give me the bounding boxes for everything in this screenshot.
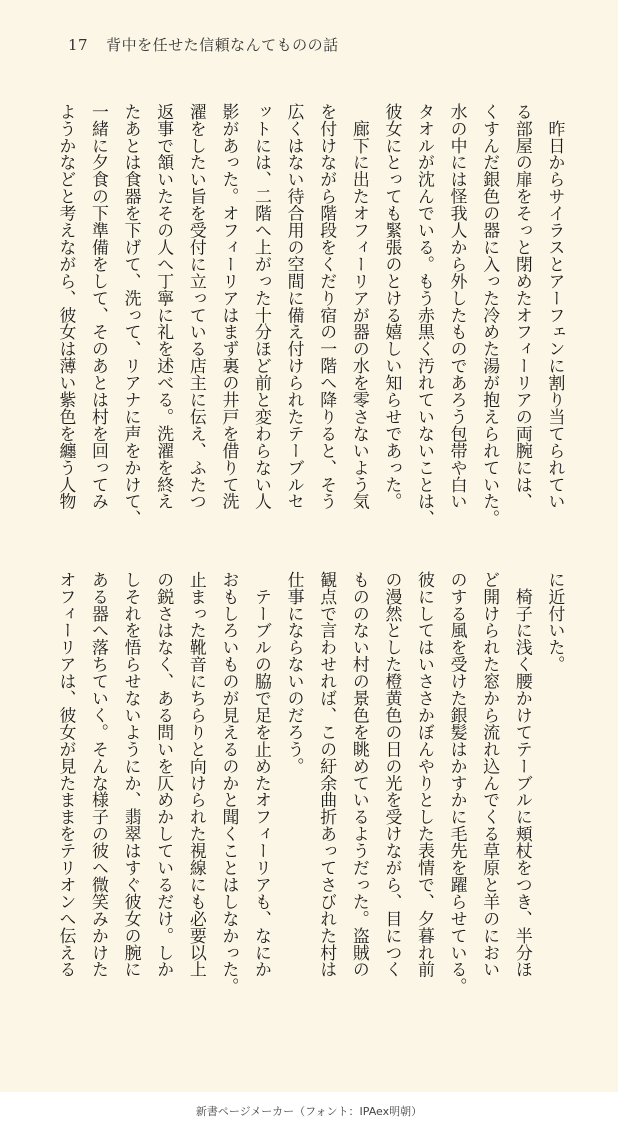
text-column: テーブルの脇で足を止めたオフィーリアも、なにか bbox=[252, 571, 273, 978]
text-column: 仕事にならないのだろう。 bbox=[285, 571, 306, 775]
text-column: 彼女にとっても緊張のとける嬉しい知らせであった。 bbox=[382, 103, 403, 510]
chapter-header bbox=[68, 34, 339, 55]
text-column: 廊下に出たオフィーリアが器の水を零さないよう気 bbox=[350, 103, 371, 510]
text-column: 昨日からサイラスとアーフェンに割り当てられてい bbox=[545, 103, 566, 510]
text-column: くすんだ銀色の器に入った冷めた湯が抱えられていた。 bbox=[480, 103, 501, 527]
text-column: 一緒に夕食の下準備をして、そのあとは村を回ってみ bbox=[89, 103, 110, 510]
text-column: の漫然とした橙黄色の日の光を受けながら、目につく bbox=[382, 571, 403, 978]
text-column: タオルが沈んでいる。もう赤黒く汚れていないことは、 bbox=[415, 103, 436, 527]
text-column: 椅子に浅く腰かけてテーブルに頬杖をつき、半分ほ bbox=[513, 571, 534, 978]
text-column: ットには、二階へ上がった十分ほど前と変わらない人 bbox=[252, 103, 273, 510]
text-column: 広くはない待合用の空間に備え付けられたテーブルセ bbox=[285, 103, 306, 510]
chapter-number: 17 bbox=[68, 36, 89, 54]
text-column: 観点で言わせれば、この紆余曲折あってさびれた村は bbox=[317, 571, 338, 978]
text-column: を付けながら階段をくだり宿の一階へ降りると、そう bbox=[317, 103, 338, 510]
text-column: のする風を受けた銀髪はかすかに毛先を躍らせている。 bbox=[448, 571, 469, 995]
text-column: たあとは食器を下げて、洗って、リアナに声をかけて、 bbox=[122, 103, 143, 527]
text-column: 濯をしたい旨を受付に立っている店主に伝え、ふたつ bbox=[187, 103, 208, 510]
footer-credit: 新書ページメーカー（フォント：IPAex明朝） bbox=[0, 1092, 618, 1132]
text-column: る部屋の扉をそっと閉めたオフィーリアの両腕には、 bbox=[513, 103, 534, 510]
text-column: しそれを悟らせないようにか、翡翠はすぐ彼女の腕に bbox=[122, 571, 143, 978]
text-column: もののない村の景色を眺めているようだった。盗賊の bbox=[350, 571, 371, 978]
text-column: の鋭さはなく、ある問いを仄めかしているだけ。しか bbox=[154, 571, 175, 978]
text-column: 返事で頷いたその人へ丁寧に礼を述べる。洗濯を終え bbox=[154, 103, 175, 510]
text-column: ある器へ落ちていく。そんな様子の彼へ微笑みかけた bbox=[89, 571, 110, 978]
text-column: に近付いた。 bbox=[545, 571, 566, 673]
chapter-title: 背中を任せた信頼なんてものの話 bbox=[106, 36, 339, 54]
text-column: 影があった。オフィーリアはまず裏の井戸を借りて洗 bbox=[219, 103, 240, 510]
text-column: ど開けられた窓から流れ込んでくる草原と羊のにおい bbox=[480, 571, 501, 978]
text-column: 水の中には怪我人から外したものであろう包帯や白い bbox=[448, 103, 469, 510]
text-column: おもしろいものが見えるのかと聞くことはしなかった。 bbox=[219, 571, 240, 995]
text-column: 彼にしてはいささかぼんやりとした表情で、夕暮れ前 bbox=[415, 571, 436, 978]
text-column: 止まった靴音にちらりと向けられた視線にも必要以上 bbox=[187, 571, 208, 978]
text-column: ようかなどと考えながら、彼女は薄い紫色を纏う人物 bbox=[56, 103, 77, 510]
text-column: オフィーリアは、彼女が見たままをテリオンへ伝える bbox=[56, 571, 77, 978]
